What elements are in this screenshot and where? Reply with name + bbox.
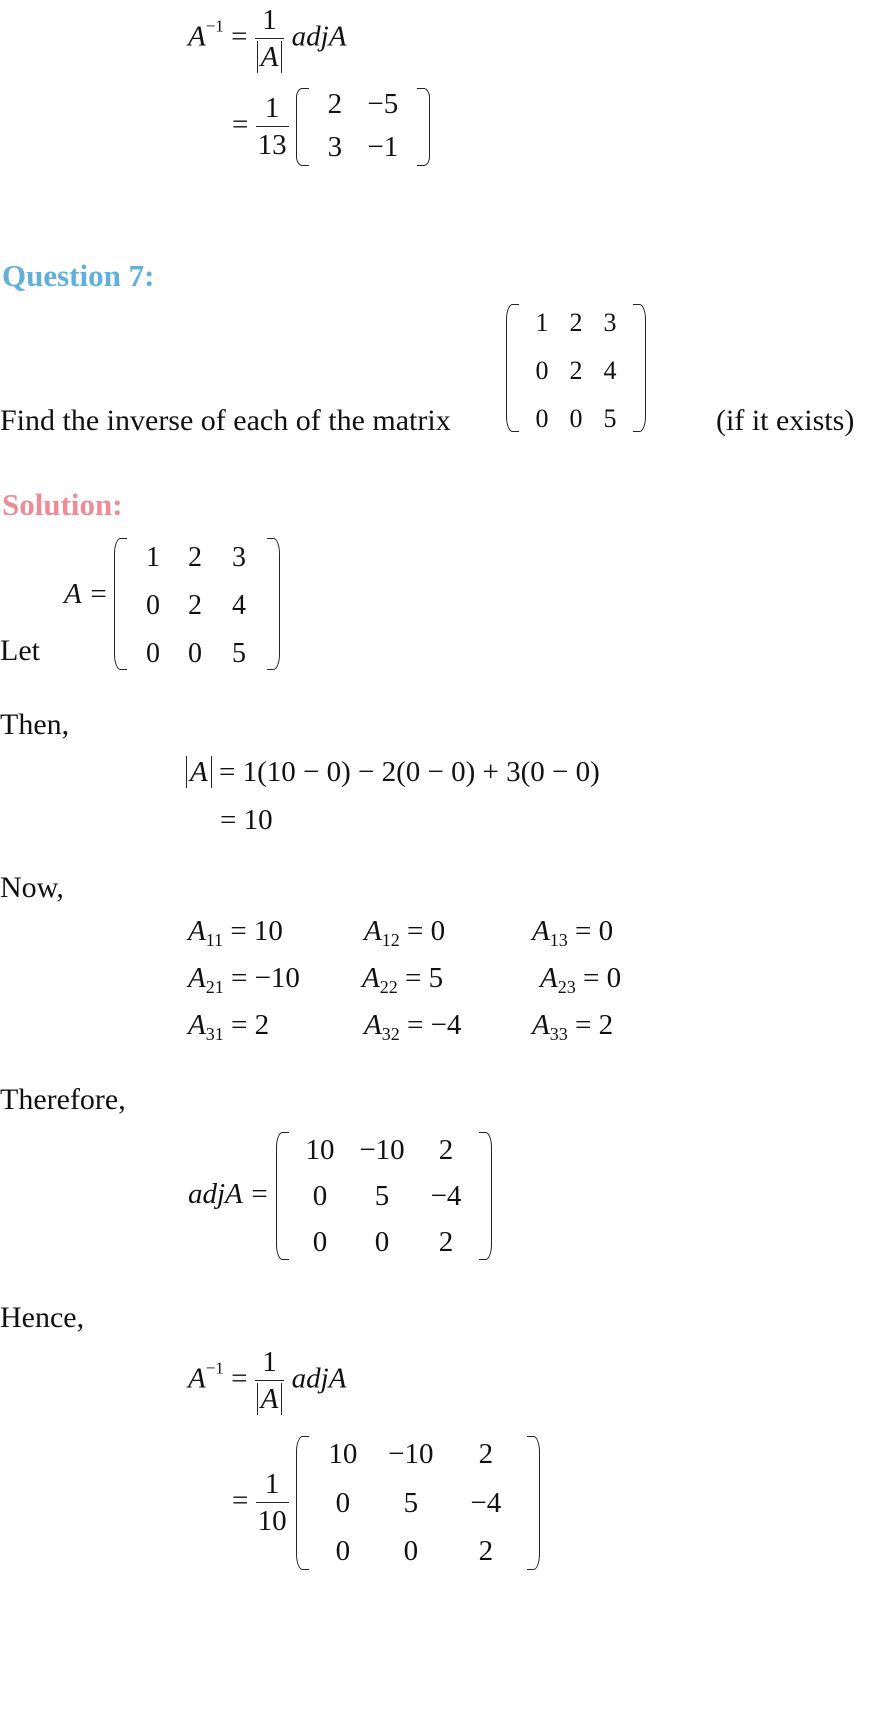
- question-heading: Question 7:: [2, 258, 155, 293]
- cofactor-index: 32: [381, 1024, 400, 1044]
- matrix-cell: 10: [328, 1438, 358, 1470]
- left-paren: [506, 304, 519, 432]
- matrix-cell: 0: [146, 590, 160, 621]
- matrix-cell: 0: [312, 1226, 328, 1258]
- cofactor-index: 13: [549, 930, 568, 950]
- inverse-result-num: 1: [264, 1468, 280, 1500]
- cofactor-name: A: [540, 962, 558, 994]
- top-inverse-exponent: −1: [205, 16, 224, 36]
- matrix-a-label: [64, 580, 108, 609]
- cofactor-index: 11: [205, 930, 224, 950]
- inverse-result-den: 10: [256, 1502, 289, 1536]
- top-fraction-2-den: 13: [256, 126, 289, 160]
- cofactor-name: A: [532, 1009, 550, 1041]
- matrix-cell: 0: [188, 638, 202, 669]
- top-matrix-grid: [309, 88, 417, 166]
- top-matrix: [296, 88, 430, 166]
- cofactor-value: = 2: [230, 1009, 270, 1041]
- matrix-cell: 10: [305, 1134, 335, 1166]
- cofactor-a32: [364, 1009, 461, 1045]
- cofactor-index: 31: [205, 1024, 224, 1044]
- cofactor-value: = 2: [574, 1009, 614, 1041]
- top-equals-2: =: [232, 108, 249, 141]
- matrix-cell: 0: [146, 638, 160, 669]
- matrix-cell: 0: [535, 404, 549, 433]
- inverse-result-fraction: [256, 1470, 289, 1536]
- cofactor-name: A: [188, 915, 206, 947]
- cofactor-name: A: [364, 1009, 382, 1041]
- top-equals: =: [231, 20, 248, 53]
- inverse-fraction-den: A: [257, 1383, 283, 1415]
- matrix-cell: 1: [146, 542, 160, 573]
- matrix-cell: 2: [438, 1226, 454, 1258]
- inverse-fraction: [255, 1348, 285, 1414]
- cofactor-name: A: [364, 915, 382, 947]
- cofactor-value: = 10: [230, 915, 283, 947]
- cofactor-a11: [188, 915, 283, 951]
- matrix-cell: 4: [232, 590, 246, 621]
- cofactor-index: 21: [205, 977, 224, 997]
- matrix-cell: 0: [335, 1486, 351, 1519]
- matrix-cell: 2: [438, 1134, 454, 1166]
- matrix-cell: 0: [335, 1535, 351, 1568]
- matrix-cell: 3: [232, 542, 246, 573]
- left-paren: [296, 1436, 309, 1570]
- a-equals: A =: [64, 578, 109, 610]
- cofactor-value: = 0: [582, 962, 622, 994]
- inverse-formula: [188, 1348, 346, 1414]
- question-matrix-body: [506, 304, 646, 432]
- inverse-matrix-grid: [309, 1436, 527, 1570]
- matrix-cell: 2: [569, 308, 583, 337]
- cofactor-value: = 0: [406, 915, 446, 947]
- matrix-cell: 5: [603, 404, 617, 433]
- top-inverse-formula: [188, 6, 346, 72]
- cofactor-a22: [362, 962, 443, 998]
- matrix-cell: 0: [403, 1535, 419, 1568]
- question-text: Find the inverse of each of the matrix: [0, 404, 451, 437]
- matrix-cell: −4: [470, 1486, 502, 1519]
- matrix-a: [114, 538, 280, 670]
- hence-label: Hence,: [0, 1301, 85, 1334]
- inverse-lhs: A: [188, 1362, 206, 1395]
- cofactor-a21: [188, 962, 300, 998]
- top-inverse-result: [232, 88, 430, 166]
- matrix-cell: −10: [359, 1134, 405, 1166]
- top-fraction-2: [256, 94, 289, 160]
- inverse-fraction-num: 1: [262, 1346, 277, 1378]
- cofactor-index: 23: [557, 977, 576, 997]
- top-fraction-num: 1: [262, 4, 277, 36]
- question-matrix-grid: [519, 304, 633, 432]
- matrix-cell: 0: [312, 1180, 328, 1212]
- adj-matrix: [276, 1132, 492, 1260]
- then-label: Then,: [0, 708, 70, 741]
- therefore-label: Therefore,: [0, 1083, 126, 1116]
- cofactor-a12: [364, 915, 445, 951]
- cofactor-name: A: [188, 1009, 206, 1041]
- matrix-cell: 2: [188, 590, 202, 621]
- cofactor-value: = −4: [406, 1009, 462, 1041]
- adj-label: [188, 1180, 269, 1209]
- matrix-cell: 3: [327, 131, 343, 163]
- left-paren: [296, 88, 309, 166]
- right-paren: [633, 304, 646, 432]
- cofactor-a33: [532, 1009, 613, 1045]
- matrix-cell: −10: [388, 1438, 434, 1470]
- inverse-exponent: −1: [205, 1358, 224, 1378]
- top-fraction-den: A: [257, 41, 283, 73]
- matrix-cell: 0: [535, 356, 549, 385]
- cofactor-value: = 5: [404, 962, 444, 994]
- question-text-suffix: (if it exists): [716, 404, 855, 437]
- determinant-line-2: = 10: [220, 804, 273, 836]
- matrix-cell: 2: [478, 1438, 494, 1470]
- cofactor-a31: [188, 1009, 269, 1045]
- right-paren: [527, 1436, 540, 1570]
- inverse-result: [232, 1436, 540, 1570]
- cofactor-a23: [540, 962, 621, 998]
- adj-equals: adjA =: [188, 1178, 270, 1210]
- matrix-cell: 3: [603, 308, 617, 337]
- matrix-cell: −4: [430, 1180, 462, 1212]
- left-paren: [276, 1132, 289, 1260]
- cofactor-name: A: [188, 962, 206, 994]
- let-label: Let: [0, 634, 40, 667]
- cofactor-index: 12: [381, 930, 400, 950]
- right-paren: [267, 538, 280, 670]
- top-fraction-2-num: 1: [264, 92, 280, 124]
- matrix-cell: −5: [367, 88, 399, 120]
- inverse-adj: adjA: [291, 1362, 347, 1395]
- question-matrix: [506, 304, 646, 432]
- right-paren: [479, 1132, 492, 1260]
- matrix-cell: 2: [569, 356, 583, 385]
- matrix-cell: 2: [478, 1535, 494, 1568]
- cofactor-index: 22: [379, 977, 398, 997]
- matrix-cell: 2: [327, 88, 343, 120]
- matrix-a-grid: [127, 538, 267, 670]
- inverse-fraction-den-wrap: [255, 1380, 285, 1414]
- top-inverse-lhs: A: [188, 20, 206, 53]
- inverse-matrix: [296, 1436, 540, 1570]
- matrix-cell: 2: [188, 542, 202, 573]
- top-fraction-den-wrap: [255, 38, 285, 72]
- left-paren: [114, 538, 127, 670]
- adj-matrix-grid: [289, 1132, 479, 1260]
- inverse-equals: =: [231, 1362, 248, 1395]
- inverse-result-equals: =: [232, 1484, 249, 1517]
- right-paren: [417, 88, 430, 166]
- matrix-cell: 0: [569, 404, 583, 433]
- matrix-cell: −1: [367, 131, 399, 163]
- matrix-cell: 5: [232, 638, 246, 669]
- determinant-symbol: A: [186, 756, 212, 788]
- matrix-cell: 1: [535, 308, 549, 337]
- matrix-cell: 0: [374, 1226, 390, 1258]
- cofactor-index: 33: [549, 1024, 568, 1044]
- matrix-cell: 4: [603, 356, 617, 385]
- solution-heading: Solution:: [2, 487, 123, 522]
- top-fraction: [255, 6, 285, 72]
- cofactor-a13: [532, 915, 613, 951]
- matrix-a-body: [114, 538, 280, 670]
- now-label: Now,: [0, 871, 64, 904]
- top-adj: adjA: [291, 20, 347, 53]
- adj-matrix-body: [276, 1132, 492, 1260]
- cofactor-name: A: [532, 915, 550, 947]
- cofactor-value: = −10: [230, 962, 300, 994]
- matrix-cell: 5: [374, 1180, 390, 1212]
- determinant-expansion: = 1(10 − 0) − 2(0 − 0) + 3(0 − 0): [218, 756, 600, 788]
- cofactor-value: = 0: [574, 915, 614, 947]
- determinant-line-1: [186, 758, 600, 787]
- matrix-cell: 5: [403, 1486, 419, 1519]
- cofactor-name: A: [362, 962, 380, 994]
